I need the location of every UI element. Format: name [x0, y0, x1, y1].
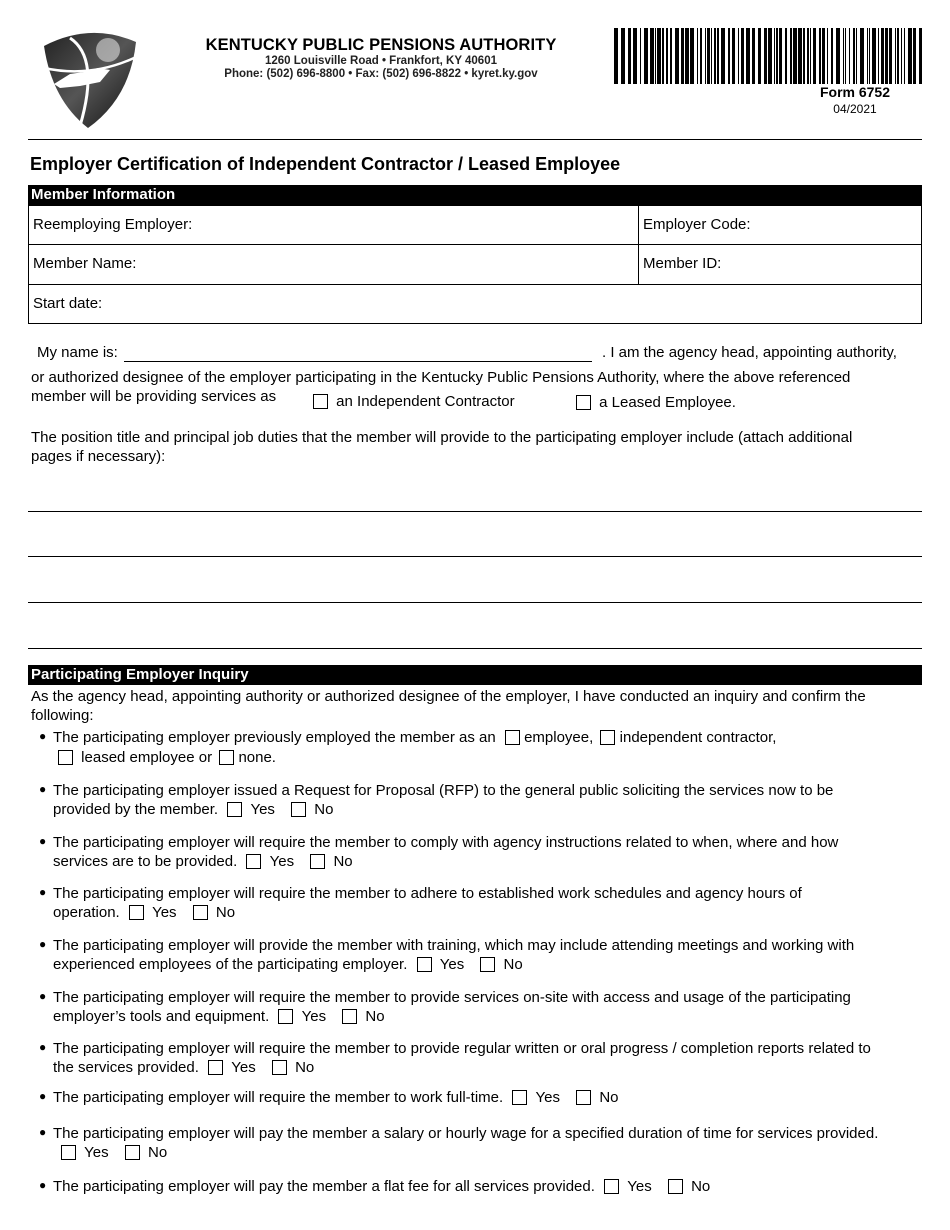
- q1-contractor-checkbox[interactable]: [600, 730, 615, 745]
- q8-no-label: No: [599, 1089, 619, 1106]
- q7-text-l2: the services provided.: [53, 1059, 199, 1076]
- q2-no-checkbox[interactable]: [291, 802, 306, 817]
- independent-contractor-checkbox[interactable]: [313, 394, 328, 409]
- q6-no-checkbox[interactable]: [342, 1009, 357, 1024]
- q1-none-label: none.: [238, 749, 276, 766]
- bullet: ●: [39, 729, 47, 743]
- q4-text-l1: The participating employer will require the member to adhere to established work schedules and agency hours of: [53, 885, 802, 902]
- leased-employee-checkbox[interactable]: [576, 395, 591, 410]
- q1-employee-checkbox[interactable]: [505, 730, 520, 745]
- question-progress-reports: [53, 1039, 923, 1077]
- q9-no-checkbox[interactable]: [125, 1145, 140, 1160]
- inquiry-intro-l1: As the agency head, appointing authority or authorized designee of the employer, I have conducted an inquiry and confirm the: [31, 688, 866, 705]
- form-date: 04/2021: [833, 102, 877, 116]
- q10-yes-checkbox[interactable]: [604, 1179, 619, 1194]
- q4-text-l2: operation.: [53, 904, 120, 921]
- q6-text-l1: The participating employer will require the member to provide services on-site with access and usage of the participating: [53, 989, 851, 1006]
- q6-yes-checkbox[interactable]: [278, 1009, 293, 1024]
- question-full-time: [53, 1088, 923, 1107]
- q1-leased-label: leased employee or: [81, 749, 213, 766]
- q3-text-l2: services are to be provided.: [53, 853, 238, 870]
- q6-no-label: No: [365, 1008, 385, 1025]
- question-salary: [53, 1124, 923, 1162]
- q2-text-l1: The participating employer issued a Request for Proposal (RFP) to the general public soliciting the services now to be: [53, 782, 834, 799]
- member-name-field[interactable]: [28, 244, 639, 285]
- q4-no-checkbox[interactable]: [193, 905, 208, 920]
- option-leased-employee[interactable]: [576, 393, 736, 412]
- question-training: [53, 936, 923, 974]
- bullet: ●: [39, 1089, 47, 1103]
- reemploying-employer-label: Reemploying Employer:: [33, 216, 193, 233]
- employer-code-field[interactable]: [638, 205, 922, 245]
- q9-yes-label: Yes: [84, 1144, 109, 1161]
- q1-text: The participating employer previously employed the member as an: [53, 729, 496, 746]
- q10-yes-label: Yes: [627, 1178, 652, 1195]
- q8-text: The participating employer will require the member to work full-time.: [53, 1089, 504, 1106]
- barcode: [613, 28, 923, 84]
- independent-contractor-label: an Independent Contractor: [336, 393, 515, 410]
- q6-yes-label: Yes: [301, 1008, 327, 1025]
- leased-employee-label: a Leased Employee.: [599, 394, 736, 411]
- q9-yes-checkbox[interactable]: [61, 1145, 76, 1160]
- bullet: ●: [39, 834, 47, 848]
- q7-yes-checkbox[interactable]: [208, 1060, 223, 1075]
- cert-line3: member will be providing services as: [31, 388, 277, 405]
- cert-line2: or authorized designee of the employer participating in the Kentucky Public Pensions Authority, where the above referenced: [31, 369, 851, 386]
- duties-line-4[interactable]: [28, 648, 922, 649]
- header-divider: [28, 139, 922, 140]
- reemploying-employer-field[interactable]: [28, 205, 639, 245]
- organization-header: [205, 36, 557, 81]
- q3-no-label: No: [333, 853, 353, 870]
- q4-no-label: No: [215, 904, 236, 921]
- inquiry-intro-l2: following:: [31, 707, 94, 724]
- q7-no-checkbox[interactable]: [272, 1060, 287, 1075]
- q2-yes-label: Yes: [250, 801, 275, 818]
- q1-employee-label: employee,: [524, 729, 594, 746]
- q10-text: The participating employer will pay the member a flat fee for all services provided.: [53, 1178, 595, 1195]
- q6-text-l2: employer’s tools and equipment.: [53, 1008, 270, 1025]
- duties-line-3[interactable]: [28, 602, 922, 603]
- option-independent-contractor[interactable]: [313, 392, 515, 411]
- q7-no-label: No: [295, 1059, 315, 1076]
- question-flat-fee: [53, 1177, 923, 1196]
- bullet: ●: [39, 782, 47, 796]
- q5-yes-label: Yes: [439, 956, 465, 973]
- my-name-label: My name is:: [37, 344, 118, 361]
- member-name-label: Member Name:: [33, 255, 137, 272]
- q5-text-l1: The participating employer will provide the member with training, which may include attending meetings and working with: [53, 937, 855, 954]
- q1-leased-checkbox[interactable]: [58, 750, 73, 765]
- q2-yes-checkbox[interactable]: [227, 802, 242, 817]
- q5-yes-checkbox[interactable]: [417, 957, 432, 972]
- inquiry-heading: Participating Employer Inquiry: [28, 665, 922, 685]
- org-contact: Phone: (502) 696-8800 • Fax: (502) 696-8822 • kyret.ky.gov: [224, 68, 538, 80]
- q3-yes-label: Yes: [269, 853, 295, 870]
- q7-yes-label: Yes: [231, 1059, 256, 1076]
- bullet: ●: [39, 1178, 47, 1192]
- cert-line1-tail: . I am the agency head, appointing authority,: [602, 344, 897, 361]
- q7-text-l1: The participating employer will require the member to provide regular written or oral progress / completion reports related to: [53, 1040, 871, 1057]
- q2-no-label: No: [314, 801, 334, 818]
- org-name: KENTUCKY PUBLIC PENSIONS AUTHORITY: [205, 36, 557, 54]
- q1-contractor-label: independent contractor,: [619, 729, 777, 746]
- q8-yes-label: Yes: [535, 1089, 560, 1106]
- question-prior-employment: [53, 728, 923, 767]
- bullet: ●: [39, 1040, 47, 1054]
- duties-line-1[interactable]: [28, 511, 922, 512]
- org-address: 1260 Louisville Road • Frankfort, KY 40601: [265, 55, 497, 67]
- q8-yes-checkbox[interactable]: [512, 1090, 527, 1105]
- duties-instructions-l2: pages if necessary):: [31, 448, 166, 465]
- q5-text-l2: experienced employees of the participating employer.: [53, 956, 408, 973]
- bullet: ●: [39, 989, 47, 1003]
- member-id-label: Member ID:: [643, 255, 722, 272]
- start-date-label: Start date:: [33, 295, 103, 312]
- q3-yes-checkbox[interactable]: [246, 854, 261, 869]
- q4-yes-label: Yes: [152, 904, 177, 921]
- form-number: Form 6752: [819, 84, 891, 100]
- duties-instructions-l1: The position title and principal job duties that the member will provide to the participating employer include (attach additional: [31, 429, 853, 446]
- duties-line-2[interactable]: [28, 556, 922, 557]
- q3-no-checkbox[interactable]: [310, 854, 325, 869]
- question-on-site: [53, 988, 923, 1026]
- question-rfp: [53, 781, 923, 819]
- q4-yes-checkbox[interactable]: [129, 905, 144, 920]
- bullet: ●: [39, 937, 47, 951]
- member-id-field[interactable]: [638, 244, 922, 285]
- question-work-schedules: [53, 884, 923, 922]
- question-agency-instructions: [53, 833, 923, 871]
- q5-no-checkbox[interactable]: [480, 957, 495, 972]
- member-info-heading: Member Information: [28, 185, 922, 205]
- employer-code-label: Employer Code:: [643, 216, 751, 233]
- page-title: Employer Certification of Independent Contractor / Leased Employee: [30, 154, 621, 174]
- my-name-input[interactable]: [124, 361, 592, 362]
- q3-text-l1: The participating employer will require the member to comply with agency instructions related to when, where and how: [53, 834, 839, 851]
- bullet: ●: [39, 885, 47, 899]
- q1-none-checkbox[interactable]: [219, 750, 234, 765]
- q9-text: The participating employer will pay the member a salary or hourly wage for a specified duration of time for services provided.: [53, 1125, 879, 1142]
- q8-no-checkbox[interactable]: [576, 1090, 591, 1105]
- q2-text-l2: provided by the member.: [53, 801, 219, 818]
- bullet: ●: [39, 1125, 47, 1139]
- start-date-field[interactable]: [28, 284, 922, 324]
- q9-no-label: No: [148, 1144, 168, 1161]
- kppa-logo: [40, 28, 140, 130]
- q5-no-label: No: [503, 956, 523, 973]
- q10-no-label: No: [691, 1178, 711, 1195]
- q10-no-checkbox[interactable]: [668, 1179, 683, 1194]
